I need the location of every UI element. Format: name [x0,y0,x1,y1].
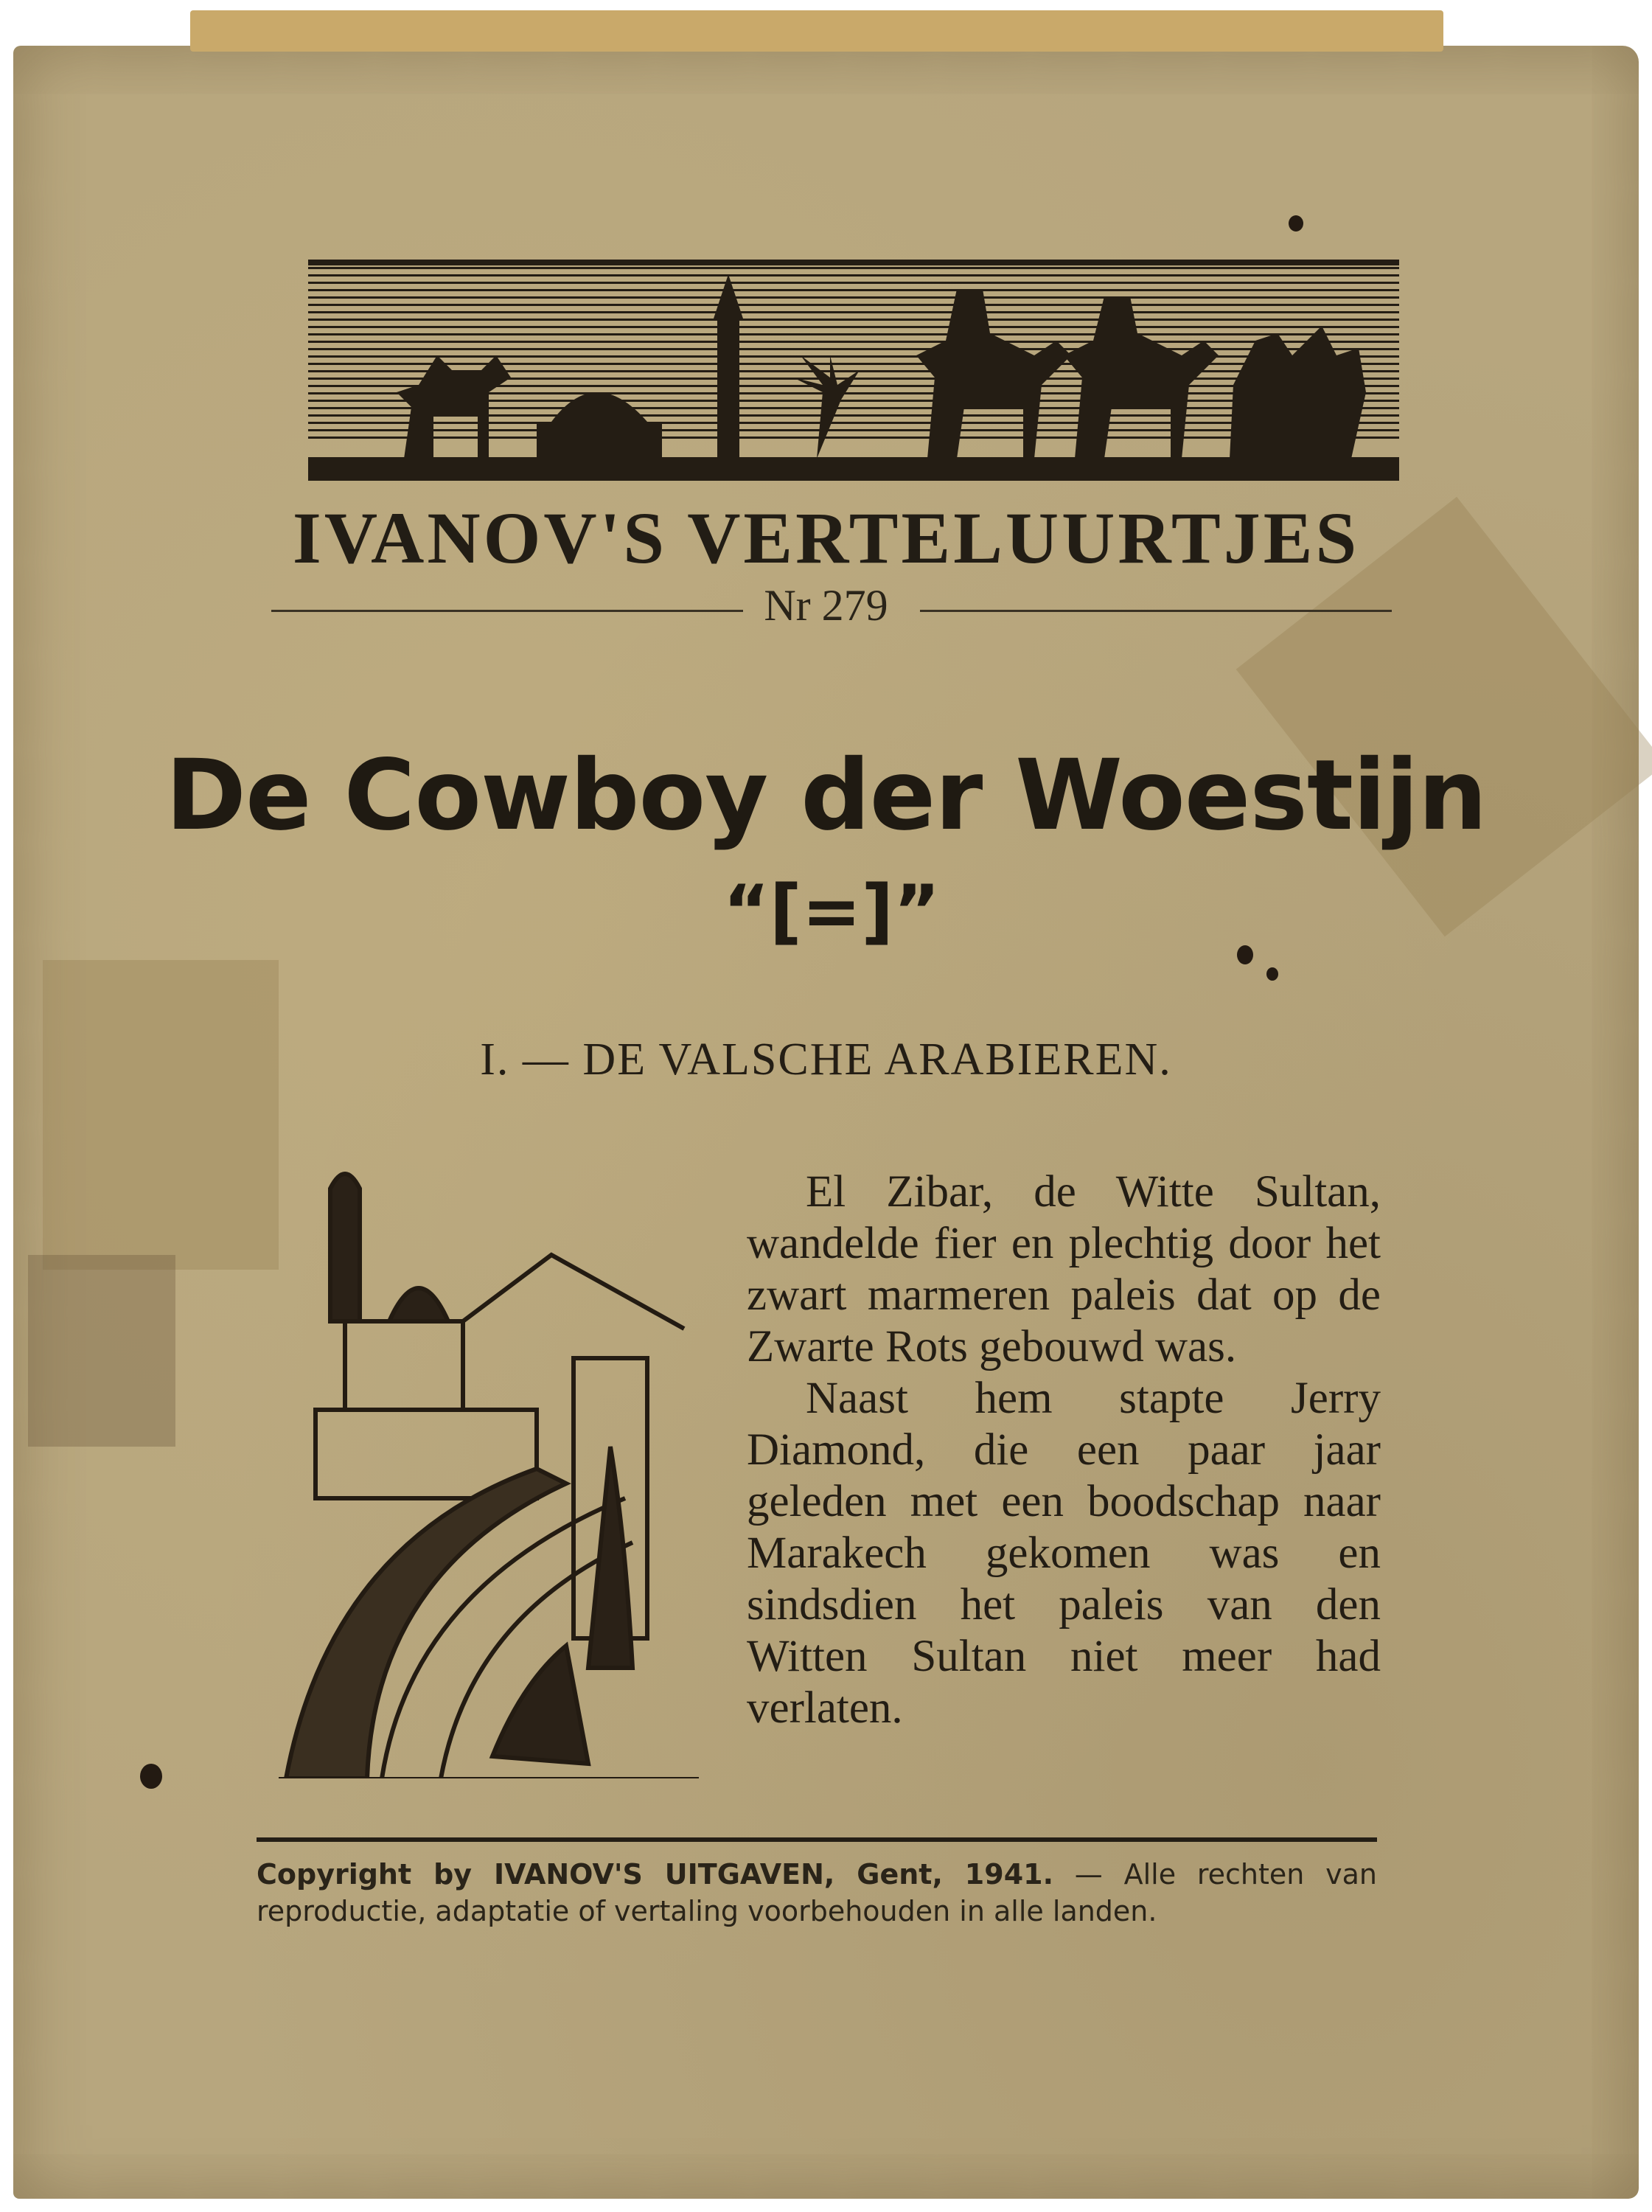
kasbah-road-vignette [271,1152,706,1778]
ink-spot [1289,215,1303,232]
torn-top-edge [190,10,1443,52]
copyright-rest: — Alle rechten van reproductie, adaptatie of vertaling voorbehouden in alle landen. [257,1858,1377,1927]
story-paragraph: Naast hem stapte Jerry Diamond, die een paar jaar geleden met een boodschap naar Marakech gekomen was en sindsdien het paleis van den Witten Sultan niet meer had verlaten. [747,1374,1381,1733]
story-paragraph: El Zibar, de Witte Sultan, wandelde fier en plechtig door het zwart marmeren paleis dat op de Zwarte Rots gebouwd was. [747,1167,1381,1371]
copyright-lead: Copyright by IVANOV'S UITGAVEN, Gent, 1941. [257,1858,1054,1891]
book-cover [13,46,1639,2199]
book-title: De Cowboy der Woestijn [165,739,1487,852]
ink-spot [1266,967,1278,981]
story-text [747,1166,1381,1734]
ink-spot [1237,945,1253,964]
tape-stain [28,1255,175,1447]
chapter-heading: I. — DE VALSCHE ARABIEREN. [480,1034,1172,1085]
series-title: IVANOV'S VERTELUURTJES [292,497,1360,579]
tape-stain [43,960,279,1270]
ink-spot [140,1764,162,1789]
issue-number: Nr 279 [764,581,888,630]
copyright-divider [257,1837,1377,1842]
copyright-notice [257,1856,1377,1930]
desert-caravan-banner [308,208,1399,503]
publisher-logo: “[=]” [722,870,941,953]
